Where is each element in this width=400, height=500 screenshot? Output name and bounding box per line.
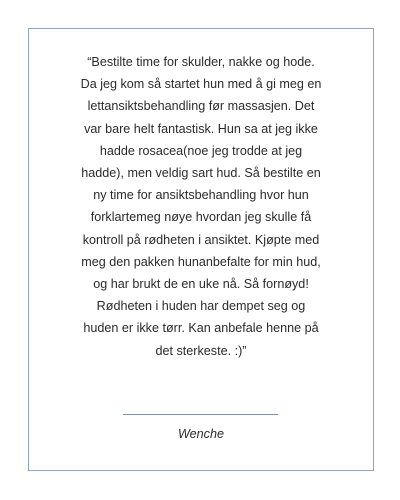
quote-line: Rødheten i huden har dempet seg og (96, 299, 306, 314)
testimonial-quote (49, 51, 353, 362)
quote-line: lettansiktsbehandling før massasjen. Det (87, 99, 315, 114)
quote-line: forklartemeg nøye hvordan jeg skulle få (90, 210, 312, 225)
quote-line: det sterkeste. :)” (155, 343, 247, 358)
quote-line: kontroll på rødheten i ansiktet. Kjøpte med (82, 232, 320, 247)
quote-line: hadde), men veldig sart hud. Så bestilte en (81, 166, 321, 181)
quote-line: hadde rosacea(noe jeg trodde at jeg (99, 143, 303, 158)
quote-line: Da jeg kom så startet hun med å gi meg en (80, 77, 322, 92)
quote-line: og har brukt de en uke nå. Så fornøyd! (93, 277, 309, 292)
testimonial-author: Wenche (178, 427, 224, 441)
quote-line: meg den pakken hunanbefalte for min hud, (81, 254, 321, 269)
quote-line: ny time for ansiktsbehandling hvor hun (93, 188, 309, 203)
author-divider (123, 414, 278, 415)
testimonial-card (28, 28, 374, 471)
quote-line: huden er ikke tørr. Kan anbefale henne på (83, 321, 319, 336)
quote-line: “Bestilte time for skulder, nakke og hode. (87, 55, 315, 69)
quote-line: var bare helt fantastisk. Hun sa at jeg ikke (84, 121, 318, 136)
